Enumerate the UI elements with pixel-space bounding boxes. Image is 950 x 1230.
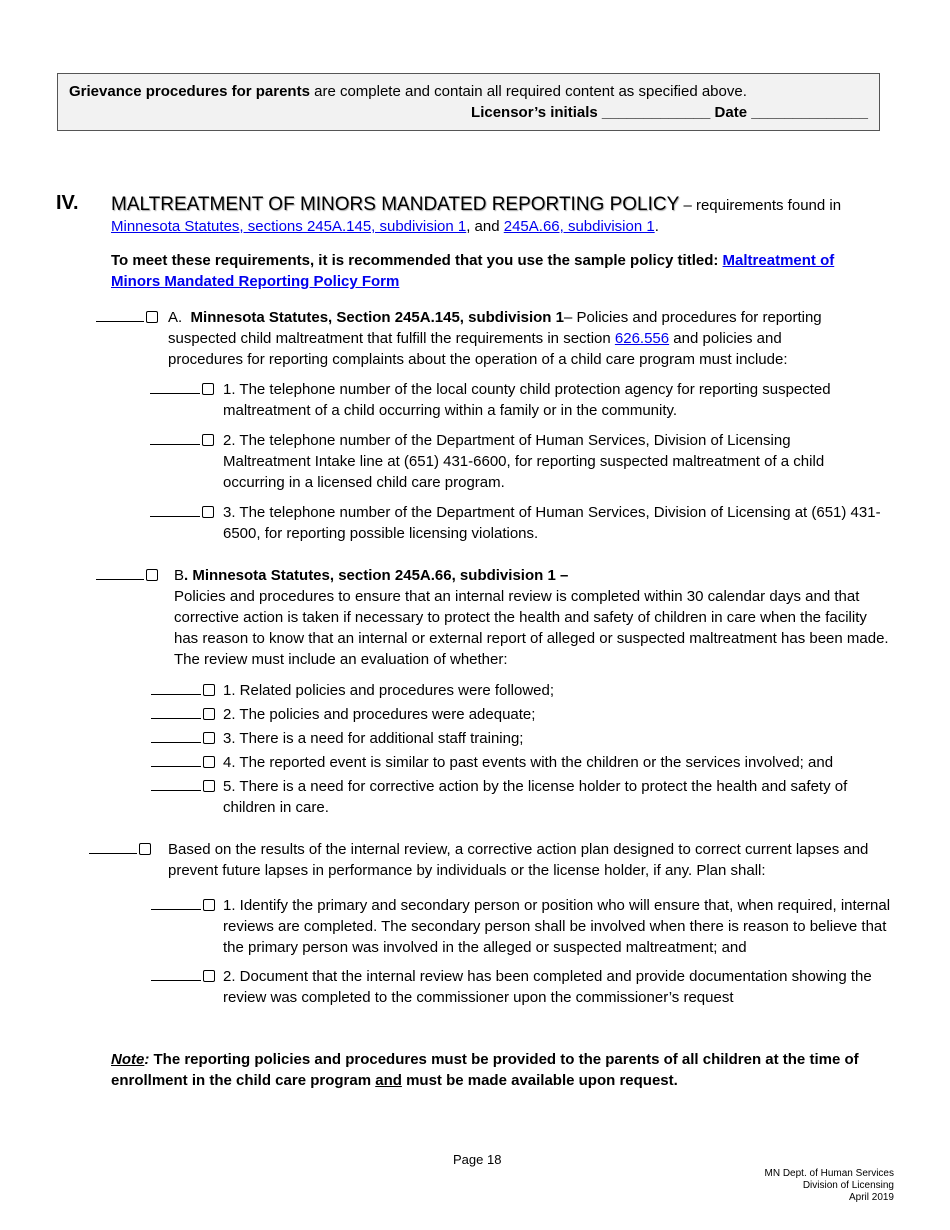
- item-a-letter: A.: [168, 309, 183, 326]
- section-number: IV.: [56, 192, 79, 214]
- checkbox-corrective-plan[interactable]: [139, 843, 151, 855]
- item-b-sub-1-text: 1. Related policies and procedures were followed;: [223, 682, 555, 699]
- item-a-sub-1-text: 1. The telephone number of the local county child protection agency for reporting suspected maltreatment of a child occurring within a family or in the community.: [223, 381, 831, 419]
- item-b-heading: [174, 565, 894, 586]
- recommendation-label: To meet these requirements, it is recommended that you use the sample policy titled:: [111, 252, 723, 269]
- corrective-sub-2-text: 2. Document that the internal review has been completed and provide documentation showing the review was completed to the commissioner upon the commissioner’s request: [223, 968, 872, 1006]
- initials-blank[interactable]: [150, 430, 200, 445]
- section-heading: [111, 194, 881, 237]
- checkbox-item-b-4[interactable]: [203, 756, 215, 768]
- initials-blank[interactable]: [151, 728, 201, 743]
- initials-blank[interactable]: [151, 680, 201, 695]
- footer-date: April 2019: [848, 1192, 894, 1203]
- initials-blank[interactable]: [96, 565, 144, 580]
- initials-blank[interactable]: [151, 776, 201, 791]
- checkbox-corrective-2[interactable]: [203, 970, 215, 982]
- item-a: [96, 307, 896, 369]
- note-text1: The reporting policies and procedures must be provided to the parents of all children at the time of enrollment in the child care program: [111, 1051, 859, 1089]
- checkbox-item-b-5[interactable]: [203, 780, 215, 792]
- grievance-text: are complete and contain all required content as specified above.: [309, 83, 747, 100]
- statute-link-245a145[interactable]: Minnesota Statutes, sections 245A.145, subdivision 1: [111, 218, 467, 235]
- section-title: MALTREATMENT OF MINORS MANDATED REPORTING POLICY: [111, 194, 680, 215]
- page-number: Page 18: [453, 1152, 502, 1167]
- footer: [765, 1168, 895, 1204]
- item-a-sub-3-text: 3. The telephone number of the Department of Human Services, Division of Licensing at (651) 431-6500, for reporting possible licensing violations.: [223, 504, 881, 542]
- grievance-summary-box: [57, 73, 880, 131]
- checkbox-item-b-2[interactable]: [203, 708, 215, 720]
- item-b-statute: . Minnesota Statutes, section 245A.66, subdivision 1 –: [184, 567, 569, 584]
- checkbox-corrective-1[interactable]: [203, 899, 215, 911]
- footer-dept: MN Dept. of Human Services: [764, 1168, 894, 1179]
- item-b-sub-4-text: 4. The reported event is similar to past events with the children or the services involved; and: [223, 754, 834, 771]
- item-b-sub-2-text: 2. The policies and procedures were adequate;: [223, 706, 536, 723]
- item-b-sub-3-text: 3. There is a need for additional staff training;: [223, 730, 524, 747]
- checkbox-item-a[interactable]: [146, 311, 158, 323]
- sample-policy-form-link[interactable]: Maltreatment of Minors Mandated Reporting Policy Form: [111, 252, 835, 290]
- initials-blank[interactable]: [150, 379, 200, 394]
- item-a-sub-2-text: 2. The telephone number of the Department of Human Services, Division of Licensing Maltreatment Intake line at (651) 431-6600, for reporting suspected maltreatment of a child occurring in a licensed child care program.: [223, 432, 825, 491]
- checkbox-item-a-2[interactable]: [202, 434, 214, 446]
- checkbox-item-b-1[interactable]: [203, 684, 215, 696]
- recommendation-text: [111, 250, 871, 292]
- section-and: , and: [466, 218, 504, 235]
- note-colon: :: [144, 1051, 150, 1068]
- section-requirements-text: – requirements found in: [679, 197, 842, 214]
- note-text2: must be made available upon request.: [401, 1072, 678, 1089]
- item-a-text1: – Policies and procedures for reporting suspected child maltreatment that fulfill the requirements in section: [168, 309, 822, 347]
- corrective-sub-1-text: 1. Identify the primary and secondary person or position who will ensure that, when required, internal reviews are completed. The secondary person shall be involved when there is reason to believe that the primary person was involved in the alleged or suspected maltreatment; and: [223, 897, 891, 956]
- initials-blank[interactable]: [96, 307, 144, 322]
- initials-blank[interactable]: [150, 502, 200, 517]
- statute-link-245a66[interactable]: 245A.66, subdivision 1: [503, 218, 655, 235]
- note-paragraph: [111, 1049, 891, 1091]
- item-a-body: [168, 307, 838, 370]
- initials-blank[interactable]: [151, 752, 201, 767]
- item-a-text2: and policies and procedures for reporting complaints about the operation of a child care program must include:: [168, 330, 788, 368]
- initials-blank[interactable]: [151, 895, 201, 910]
- item-a-statute: Minnesota Statutes, Section 245A.145, subdivision 1: [190, 309, 564, 326]
- checkbox-item-b[interactable]: [146, 569, 158, 581]
- checkbox-item-b-3[interactable]: [203, 732, 215, 744]
- checkbox-item-a-1[interactable]: [202, 383, 214, 395]
- statute-link-626556[interactable]: 626.556: [614, 330, 670, 347]
- note-label: Note: [111, 1051, 145, 1068]
- initials-blank[interactable]: [151, 704, 201, 719]
- footer-division: Division of Licensing: [802, 1180, 894, 1191]
- initials-blank[interactable]: [151, 966, 201, 981]
- corrective-plan-text: Based on the results of the internal review, a corrective action plan designed to correct current lapses and prevent future lapses in performance by individuals or the license holder, if any. Plan shall:: [168, 841, 869, 879]
- item-b-body: Policies and procedures to ensure that an internal review is completed within 30 calendar days and that corrective action is taken if necessary to protect the health and safety of children in care when the facility has reason to know that an internal or external report of alleged or suspected maltreatment has been made. The review must include an evaluation of whether:: [174, 588, 889, 668]
- grievance-bold: Grievance procedures for parents: [69, 83, 310, 100]
- item-b-letter: B: [174, 567, 185, 584]
- note-and: and: [375, 1072, 402, 1089]
- initials-blank[interactable]: [89, 839, 137, 854]
- item-b-sub-5-text: 5. There is a need for corrective action by the license holder to protect the health and safety of children in care.: [223, 778, 848, 816]
- licensor-initials-line: Licensor’s initials _____________ Date ______________: [471, 104, 868, 121]
- grievance-statement: [69, 81, 747, 102]
- checkbox-item-a-3[interactable]: [202, 506, 214, 518]
- section-period: .: [654, 218, 659, 235]
